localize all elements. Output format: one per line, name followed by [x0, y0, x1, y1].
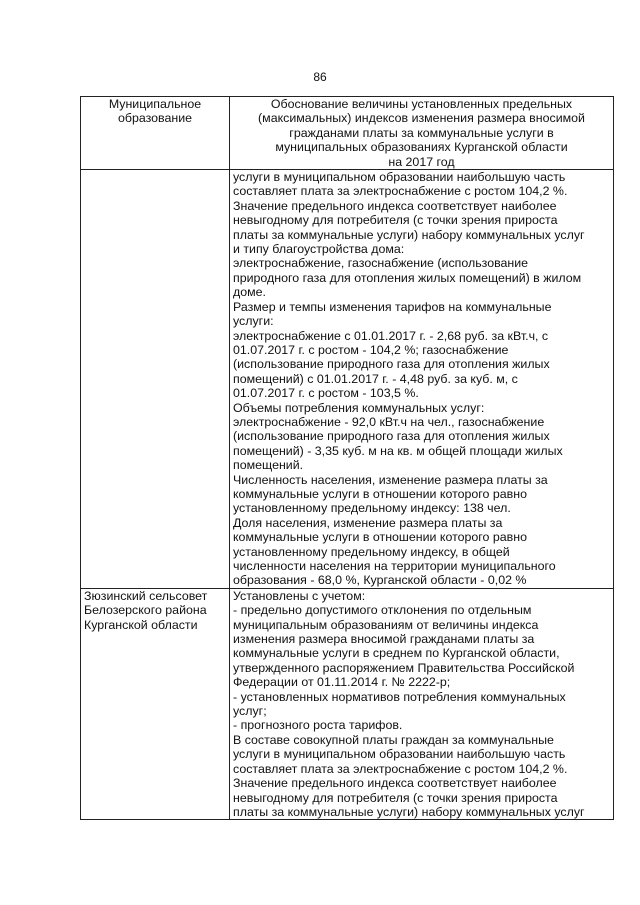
text-line: доме.	[233, 285, 266, 300]
text-line: услуги в муниципальном образовании наибольшую часть	[233, 170, 566, 185]
text-line: Численность населения, изменение размера платы за	[233, 472, 548, 487]
text-line: утвержденного распоряжением Правительства Российской	[233, 660, 575, 675]
tariff-justification-table	[80, 96, 614, 820]
text-line: установленному предельному индексу: 138 чел.	[233, 501, 511, 516]
text-line: коммунальные услуги в отношении которого равно	[233, 530, 527, 545]
text-line: электроснабжение, газоснабжение (использование	[233, 256, 529, 271]
text-line: Значение предельного индекса соответствует наиболее	[233, 776, 557, 791]
text-line: В составе совокупной платы граждан за коммунальные	[233, 732, 554, 747]
header-municipality	[81, 97, 230, 170]
text-line: Доля населения, изменение размера платы за	[233, 515, 503, 530]
text-line: электроснабжение с 01.01.2017 г. - 2,68 руб. за кВт.ч, с	[233, 328, 549, 343]
text-line: помещений) - 3,35 куб. м на кв. м общей площади жилых	[233, 443, 563, 458]
text-line: 01.07.2017 г. с ростом - 103,5 %.	[233, 386, 419, 401]
page-number: 86	[313, 70, 327, 84]
text-line: 01.07.2017 г. с ростом - 104,2 %; газоснабжение	[233, 342, 509, 357]
text-line: Объемы потребления коммунальных услуг:	[233, 400, 485, 415]
text-line: платы за коммунальные услуги) набору коммунальных услуг	[233, 804, 585, 819]
text-line: - предельно допустимого отклонения по отдельным	[233, 603, 532, 618]
text-line: численности населения на территории муниципального	[233, 559, 556, 573]
text-line: составляет плата за электроснабжение с ростом 104,2 %.	[233, 184, 568, 199]
municipality-line: Белозерского района	[84, 603, 207, 618]
text-line: платы за коммунальные услуги) набору коммунальных услуг	[233, 227, 585, 242]
header-text-line: (максимальных) индексов изменения размера вносимой	[258, 111, 585, 126]
text-line: Федерации от 01.11.2014 г. № 2222-р;	[233, 675, 451, 690]
text-line: невыгодному для потребителя (с точки зрения прироста	[233, 790, 558, 805]
text-line: услуги:	[233, 314, 274, 329]
text-line: услуги в муниципальном образовании наибольшую часть	[233, 747, 566, 762]
text-line: (использование природного газа для отопления жилых	[233, 357, 550, 372]
municipality-cell	[81, 588, 230, 820]
justification-cell	[230, 588, 614, 820]
header-text-line: гражданами платы за коммунальные услуги в	[289, 125, 554, 140]
text-line: невыгодному для потребителя (с точки зрения прироста	[233, 213, 558, 228]
text-line: и типу благоустройства дома:	[233, 242, 405, 257]
text-line: электроснабжение - 92,0 кВт.ч на чел., газоснабжение	[233, 414, 545, 429]
text-line: образования - 68,0 %, Курганской области - 0,02 %	[233, 573, 527, 588]
text-line: муниципальным образованиям от величины индекса	[233, 617, 539, 632]
header-justification	[230, 97, 614, 170]
text-line: Значение предельного индекса соответствует наиболее	[233, 198, 557, 213]
header-text-line: муниципальных образованиях Курганской области	[275, 140, 568, 155]
text-line: Установлены с учетом:	[233, 588, 366, 603]
municipality-line: Курганской области	[84, 617, 198, 632]
text-line: коммунальные услуги в отношении которого равно	[233, 486, 527, 501]
table-row	[81, 588, 614, 820]
text-line: помещений) с 01.01.2017 г. - 4,48 руб. за куб. м, с	[233, 371, 518, 386]
text-line: услуг;	[233, 704, 267, 719]
header-text-line: образование	[117, 111, 193, 126]
text-line: составляет плата за электроснабжение с ростом 104,2 %.	[233, 761, 568, 776]
text-line: Размер и темпы изменения тарифов на коммунальные	[233, 299, 552, 314]
header-text-line: Муниципальное	[108, 97, 202, 111]
text-line: коммунальные услуги в среднем по Курганской области,	[233, 646, 560, 661]
text-line: природного газа для отопления жилых помещений) в жилом	[233, 270, 582, 285]
text-line: - прогнозного роста тарифов.	[233, 718, 403, 733]
header-text-line: на 2017 год	[388, 154, 455, 169]
municipality-line: Зюзинский сельсовет	[84, 588, 208, 603]
text-line: - установленных нормативов потребления коммунальных	[233, 689, 566, 704]
justification-cell	[230, 170, 614, 589]
text-line: изменения размера вносимой гражданами платы за	[233, 632, 535, 647]
table-header-row	[81, 97, 614, 170]
text-line: установленному предельному индексу, в общей	[233, 544, 510, 559]
text-line: (использование природного газа для отопления жилых	[233, 429, 550, 444]
header-text-line: Обоснование величины установленных предельных	[270, 97, 573, 111]
municipality-cell	[81, 170, 230, 589]
table-row	[81, 170, 614, 589]
text-line: помещений.	[233, 458, 304, 473]
